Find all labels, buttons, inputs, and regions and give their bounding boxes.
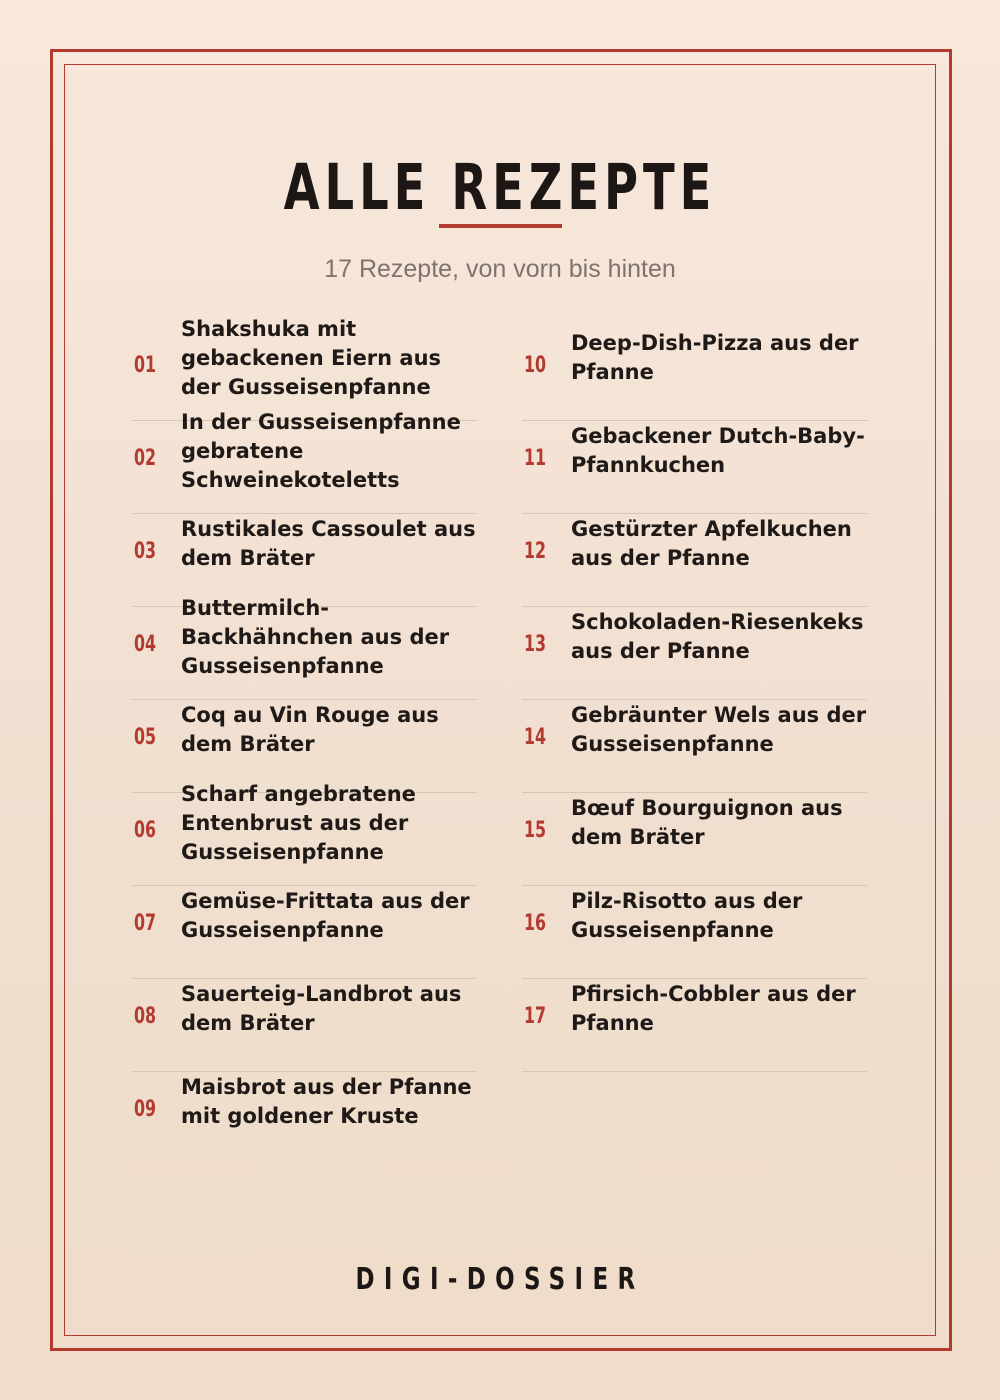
recipe-title: Gebräunter Wels aus der Gusseisenpfanne: [571, 703, 867, 756]
recipe-number: 11: [524, 446, 547, 471]
recipe-list-left: [132, 316, 477, 1164]
recipe-title: Coq au Vin Rouge aus dem Bräter: [181, 703, 439, 756]
recipe-number: 15: [524, 818, 547, 843]
recipe-number: 14: [524, 725, 547, 750]
recipe-title: Gebackener Dutch-Baby-Pfannkuchen: [571, 424, 865, 477]
recipe-number: 16: [524, 911, 547, 936]
recipe-title: Schokoladen-Riesenkeks aus der Pfanne: [571, 610, 864, 663]
recipe-row[interactable]: [132, 1072, 477, 1164]
recipe-number: 17: [524, 1004, 547, 1029]
recipe-number: 01: [134, 353, 157, 378]
recipe-number: 09: [134, 1097, 157, 1122]
recipe-number: 07: [134, 911, 157, 936]
recipe-title: Gemüse-Frittata aus der Gusseisenpfanne: [181, 889, 470, 942]
recipe-number: 06: [134, 818, 157, 843]
recipe-title: Buttermilch-Backhähnchen aus der Gusseisenpfanne: [181, 595, 450, 678]
recipe-number: 10: [524, 353, 547, 378]
recipe-title: Bœuf Bourguignon aus dem Bräter: [571, 796, 843, 849]
recipe-title: Sauerteig-Landbrot aus dem Bräter: [181, 982, 462, 1035]
recipe-title: Maisbrot aus der Pfanne mit goldener Kruste: [181, 1075, 472, 1128]
recipe-title: Rustikales Cassoulet aus dem Bräter: [181, 517, 476, 570]
recipe-number: 02: [134, 446, 157, 471]
recipe-title: In der Gusseisenpfanne gebratene Schweinekoteletts: [181, 409, 461, 492]
recipe-number: 08: [134, 1004, 157, 1029]
recipe-title: Pilz-Risotto aus der Gusseisenpfanne: [571, 889, 803, 942]
recipe-title: Deep-Dish-Pizza aus der Pfanne: [571, 331, 859, 384]
recipe-number: 12: [524, 539, 547, 564]
recipe-title: Shakshuka mit gebackenen Eiern aus der Gusseisenpfanne: [181, 316, 442, 399]
title-underline: [439, 224, 562, 228]
recipe-title: Scharf angebratene Entenbrust aus der Gusseisenpfanne: [181, 781, 416, 864]
recipe-number: 04: [134, 632, 157, 657]
recipe-row[interactable]: [522, 979, 867, 1072]
brand-footer: DIGI-DOSSIER: [355, 1262, 645, 1297]
recipe-number: 05: [134, 725, 157, 750]
recipe-number: 03: [134, 539, 157, 564]
recipe-title: Pfirsich-Cobbler aus der Pfanne: [571, 982, 856, 1035]
page-title: ALLE REZEPTE: [283, 151, 717, 224]
recipe-list-right: [522, 328, 867, 1072]
recipe-number: 13: [524, 632, 547, 657]
recipe-title: Gestürzter Apfelkuchen aus der Pfanne: [571, 517, 852, 570]
page-subtitle: 17 Rezepte, von vorn bis hinten: [324, 255, 676, 283]
